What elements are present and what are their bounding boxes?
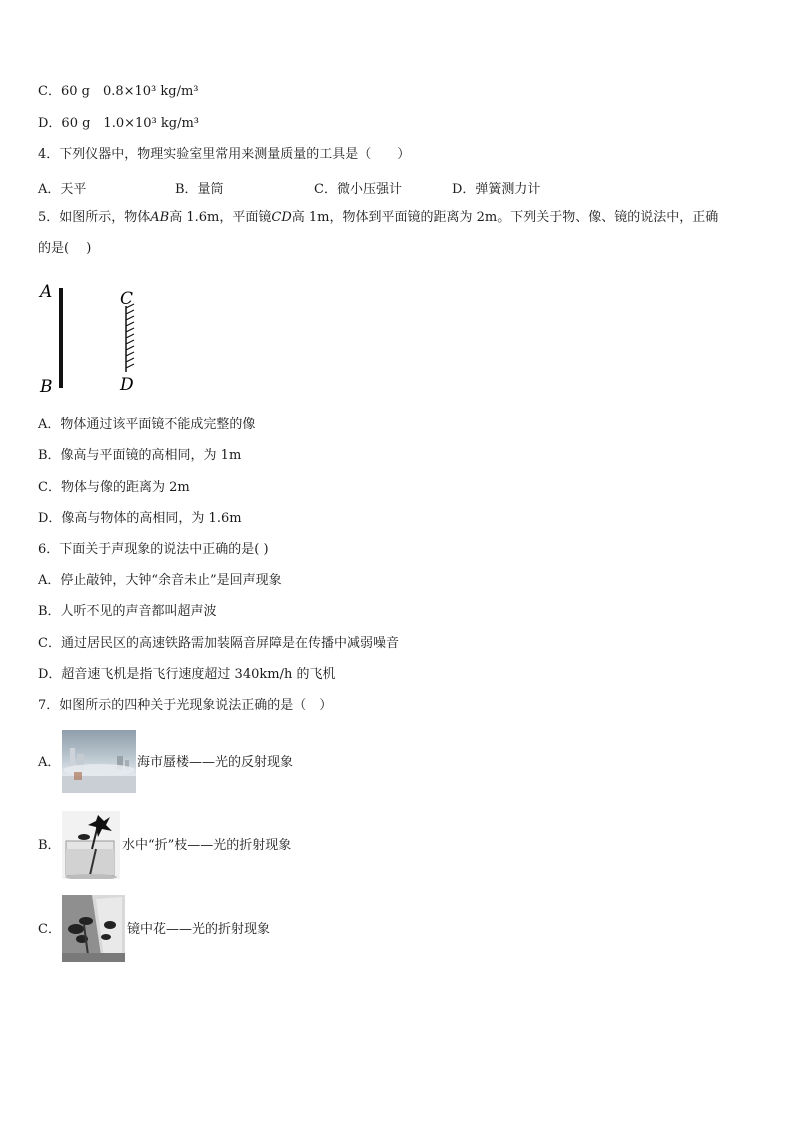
q4-option-a: A．天平 <box>38 182 87 197</box>
q5-option-d: D．像高与物体的高相同，为 1.6m <box>38 511 242 526</box>
label-d: D <box>120 375 134 395</box>
q3-option-c: C．60 g 0.8×10³ kg/m³ <box>38 84 199 99</box>
q6-option-d: D．超音速飞机是指飞行速度超过 340km/h 的飞机 <box>38 667 336 682</box>
label-b: B <box>40 377 53 397</box>
q4-option-d: D．弹簧测力计 <box>452 182 541 197</box>
q7-option-c-text: 镜中花——光的折射现象 <box>127 922 271 937</box>
q3-option-d: D．60 g 1.0×10³ kg/m³ <box>38 116 199 131</box>
q5-object-label: AB <box>150 210 170 225</box>
q7-option-a-letter: A． <box>38 755 61 770</box>
label-a: A <box>40 282 53 302</box>
q5-stem-line2: 的是( ) <box>38 241 92 256</box>
q6-stem: 6．下面关于声现象的说法中正确的是( ) <box>38 542 269 557</box>
label-c: C <box>120 289 134 309</box>
mirror-hatching <box>126 304 134 368</box>
q6-option-c: C．通过居民区的高速铁路需加装隔音屏障是在传播中减弱噪音 <box>38 636 399 651</box>
q6-option-a: A．停止敲钟，大钟“余音未止”是回声现象 <box>38 573 282 588</box>
q5-stem-part: 高 1.6m，平面镜 <box>169 210 272 225</box>
q6-option-b: B．人听不见的声音都叫超声波 <box>38 604 217 619</box>
q7-option-c-letter: C． <box>38 922 61 937</box>
q7-option-b-text: 水中“折”枝——光的折射现象 <box>122 838 292 853</box>
q5-stem-part: 5．如图所示，物体 <box>38 210 151 225</box>
q4-option-c: C．微小压强计 <box>314 182 402 197</box>
q5-figure <box>36 280 146 400</box>
q7-option-a-text: 海市蜃楼——光的反射现象 <box>137 755 294 770</box>
q5-option-b: B．像高与平面镜的高相同，为 1m <box>38 448 242 463</box>
q7-option-b-letter: B． <box>38 838 61 853</box>
q5-option-c: C．物体与像的距离为 2m <box>38 480 190 495</box>
q5-option-a: A．物体通过该平面镜不能成完整的像 <box>38 417 256 432</box>
q4-stem: 4．下列仪器中，物理实验室里常用来测量质量的工具是（ ） <box>38 147 411 162</box>
q4-option-b: B．量筒 <box>175 182 224 197</box>
mirror-flower-photo <box>62 895 125 962</box>
q5-stem-line1 <box>38 210 718 226</box>
q7-stem: 7．如图所示的四种关于光现象说法正确的是（ ） <box>38 698 333 713</box>
glass-with-flower-photo <box>62 811 120 879</box>
mirage-photo <box>62 730 136 793</box>
q5-stem-part: 高 1m，物体到平面镜的距离为 2m。下列关于物、像、镜的说法中，正确 <box>291 210 719 225</box>
q5-mirror-label: CD <box>271 210 292 225</box>
